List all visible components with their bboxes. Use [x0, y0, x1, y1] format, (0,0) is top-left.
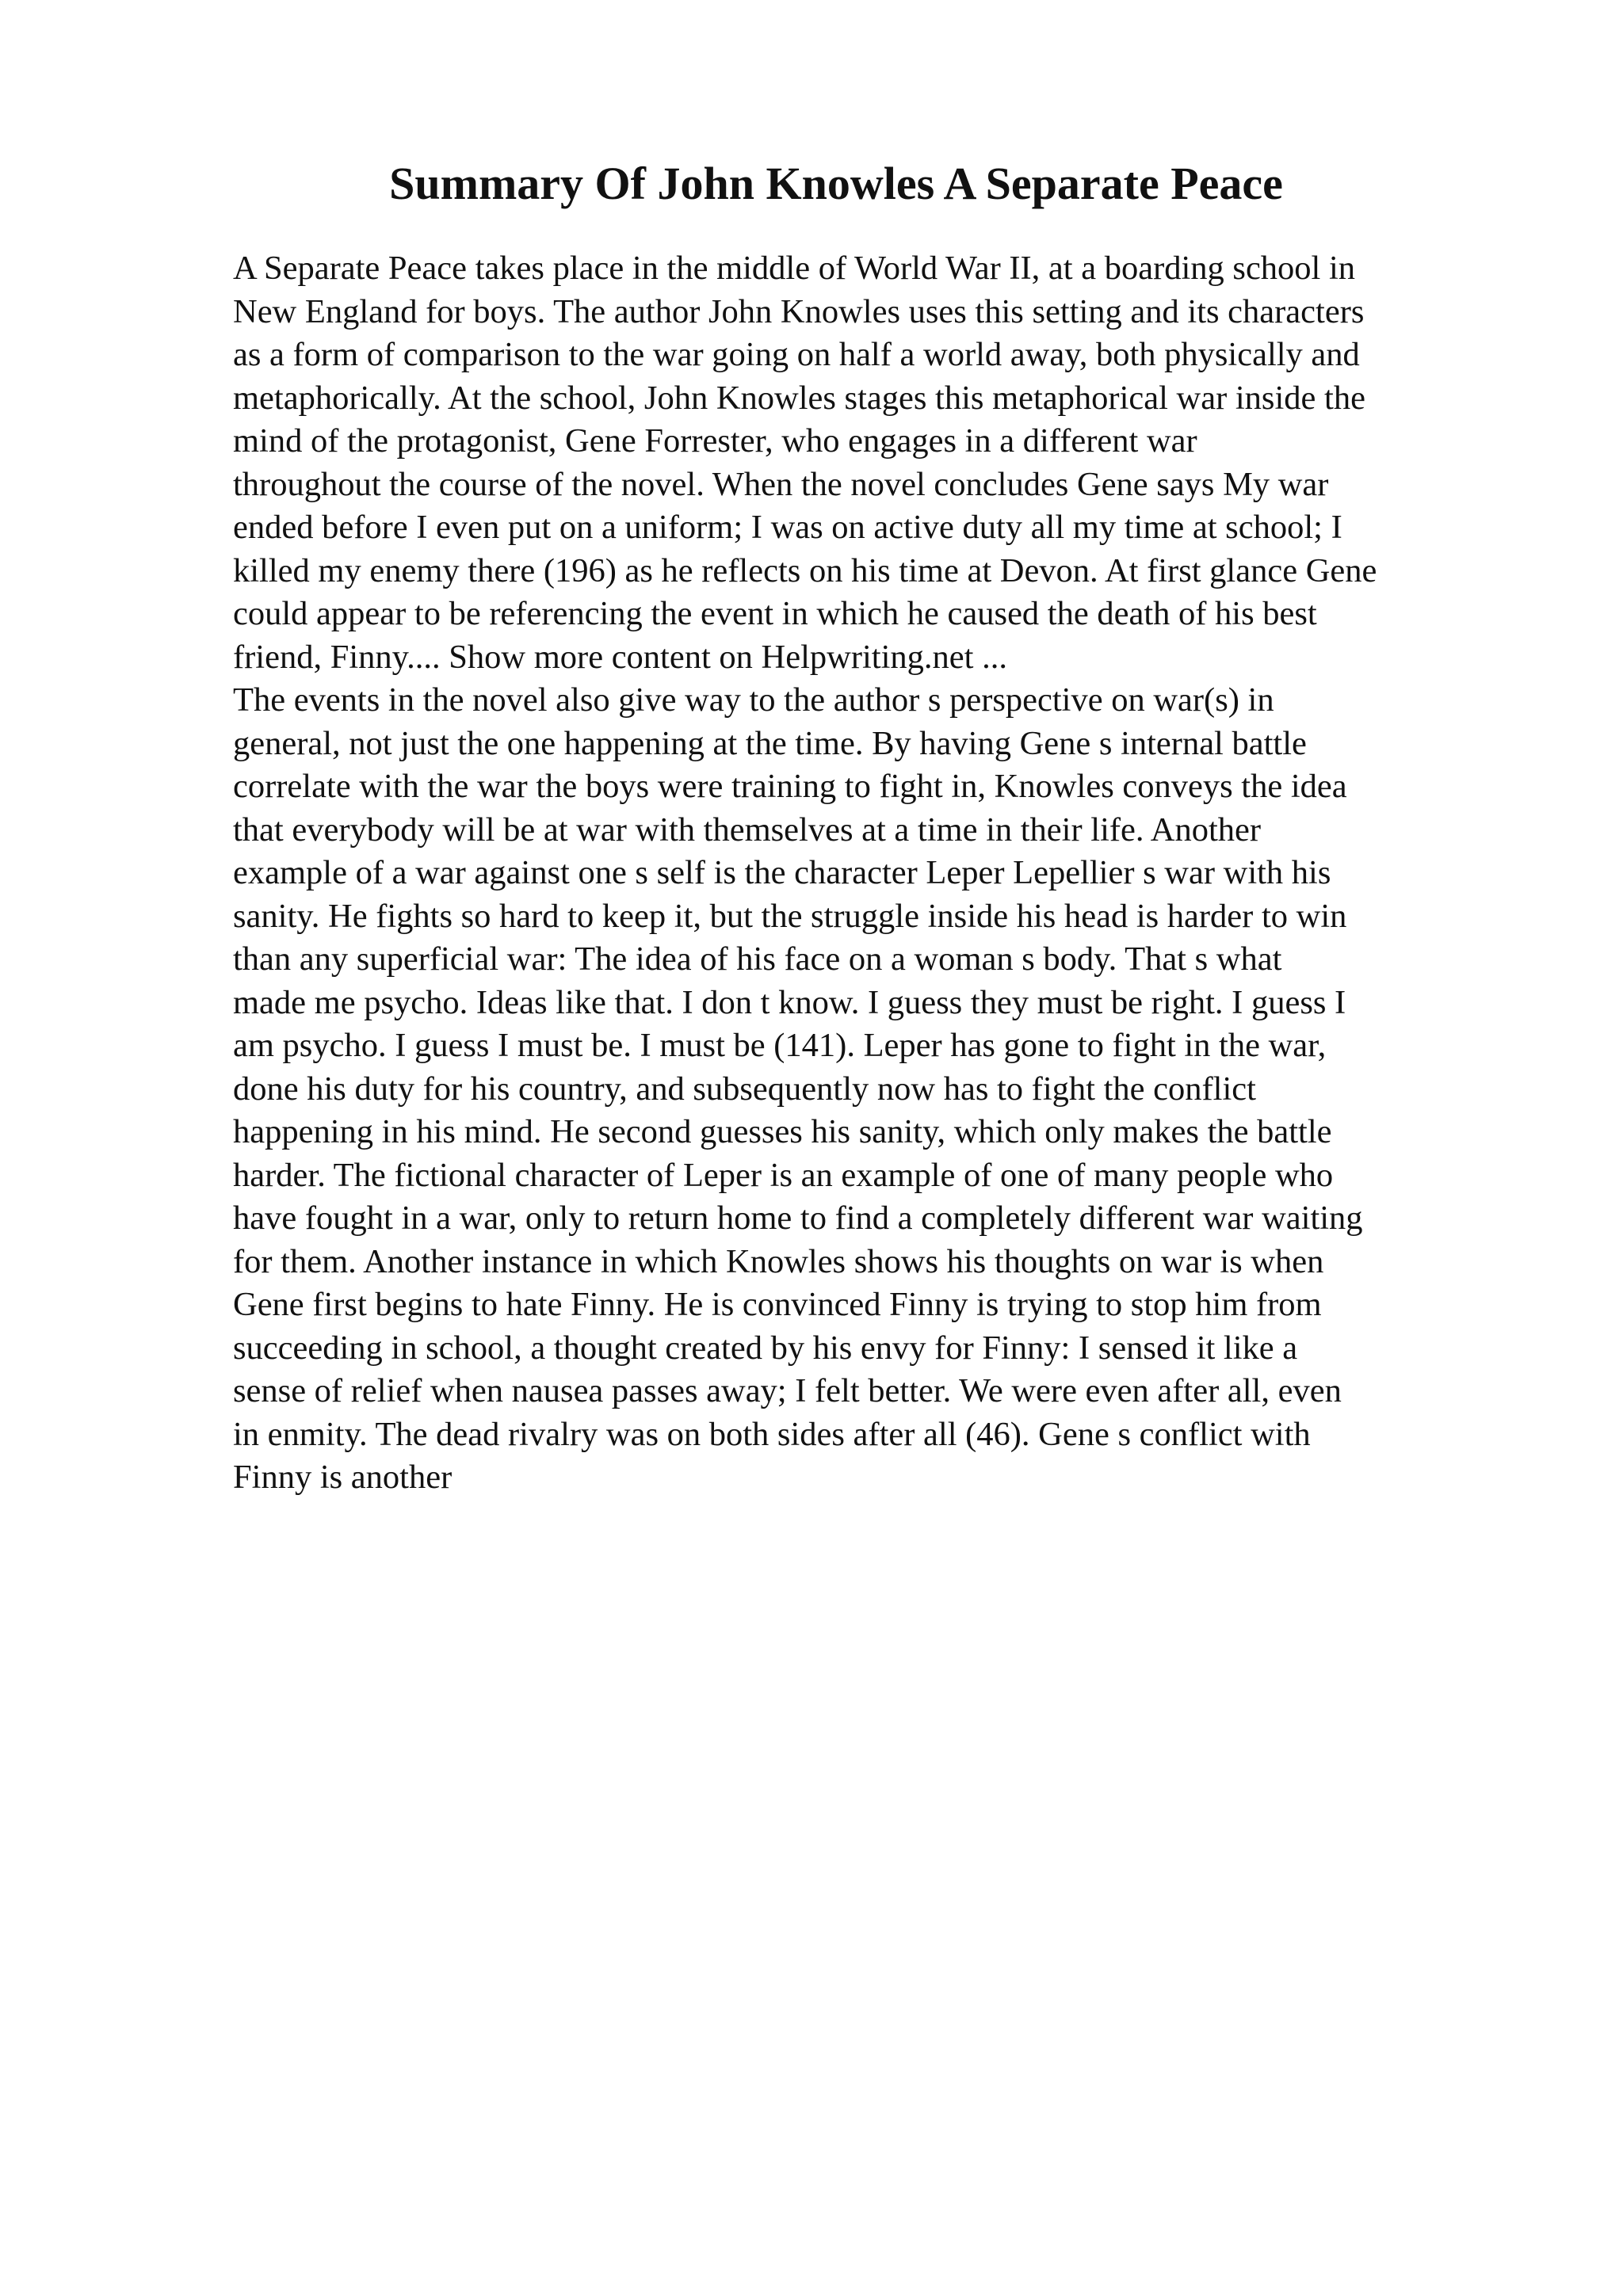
body-line: as a form of comparison to the war going on half a world away, both physically and: [233, 336, 1360, 373]
body-line: for them. Another instance in which Knowles shows his thoughts on war is when: [233, 1242, 1324, 1280]
body-line: that everybody will be at war with themselves at a time in their life. Another: [233, 810, 1262, 849]
body-line: made me psycho. Ideas like that. I don t know. I guess they must be right. I guess I: [233, 983, 1346, 1021]
body-line: have fought in a war, only to return home to find a completely different war waiting: [233, 1199, 1363, 1237]
body-line: general, not just the one happening at the time. By having Gene s internal battle: [233, 724, 1307, 762]
body-line: New England for boys. The author John Knowles uses this setting and its characters: [233, 292, 1365, 330]
body-line: killed my enemy there (196) as he reflects on his time at Devon. At first glance Gene: [233, 551, 1377, 589]
body-line: harder. The fictional character of Leper is an example of one of many people who: [233, 1156, 1334, 1194]
body-line: could appear to be referencing the event in which he caused the death of his best: [233, 595, 1317, 632]
body-line: sense of relief when nausea passes away; I felt better. We were even after all, even: [233, 1372, 1342, 1409]
body-line: in enmity. The dead rivalry was on both sides after all (46). Gene s conflict with: [233, 1415, 1311, 1453]
body-line: Finny is another: [233, 1459, 453, 1496]
document-title: Summary Of John Knowles A Separate Peace: [389, 158, 1283, 209]
body-line: throughout the course of the novel. When the novel concludes Gene says My war: [233, 465, 1329, 503]
body-line: friend, Finny.... Show more content on Helpwriting.net ...: [233, 638, 1007, 676]
body-line: happening in his mind. He second guesses his sanity, which only makes the battle: [233, 1113, 1332, 1150]
body-line: done his duty for his country, and subsequently now has to fight the conflict: [233, 1070, 1256, 1108]
body-line: The events in the novel also give way to the author s perspective on war(s) in: [233, 681, 1274, 719]
body-line: example of a war against one s self is the character Leper Lepellier s war with his: [233, 854, 1331, 891]
body-line: succeeding in school, a thought created by his envy for Finny: I sensed it like a: [233, 1329, 1298, 1367]
body-line: than any superficial war: The idea of his face on a woman s body. That s what: [233, 940, 1282, 978]
body-line: Gene first begins to hate Finny. He is convinced Finny is trying to stop him from: [233, 1286, 1322, 1323]
body-line: metaphorically. At the school, John Knowles stages this metaphorical war inside the: [233, 379, 1365, 417]
body-line: A Separate Peace takes place in the middle of World War II, at a boarding school in: [233, 250, 1356, 287]
document-body: [233, 247, 1501, 1500]
body-line: correlate with the war the boys were training to fight in, Knowles conveys the idea: [233, 768, 1347, 805]
body-line: am psycho. I guess I must be. I must be (141). Leper has gone to fight in the war,: [233, 1027, 1327, 1064]
body-line: ended before I even put on a uniform; I was on active duty all my time at school; I: [233, 509, 1342, 546]
body-line: mind of the protagonist, Gene Forrester, who engages in a different war: [233, 422, 1197, 460]
body-line: sanity. He fights so hard to keep it, but the struggle inside his head is harder to win: [233, 897, 1347, 935]
